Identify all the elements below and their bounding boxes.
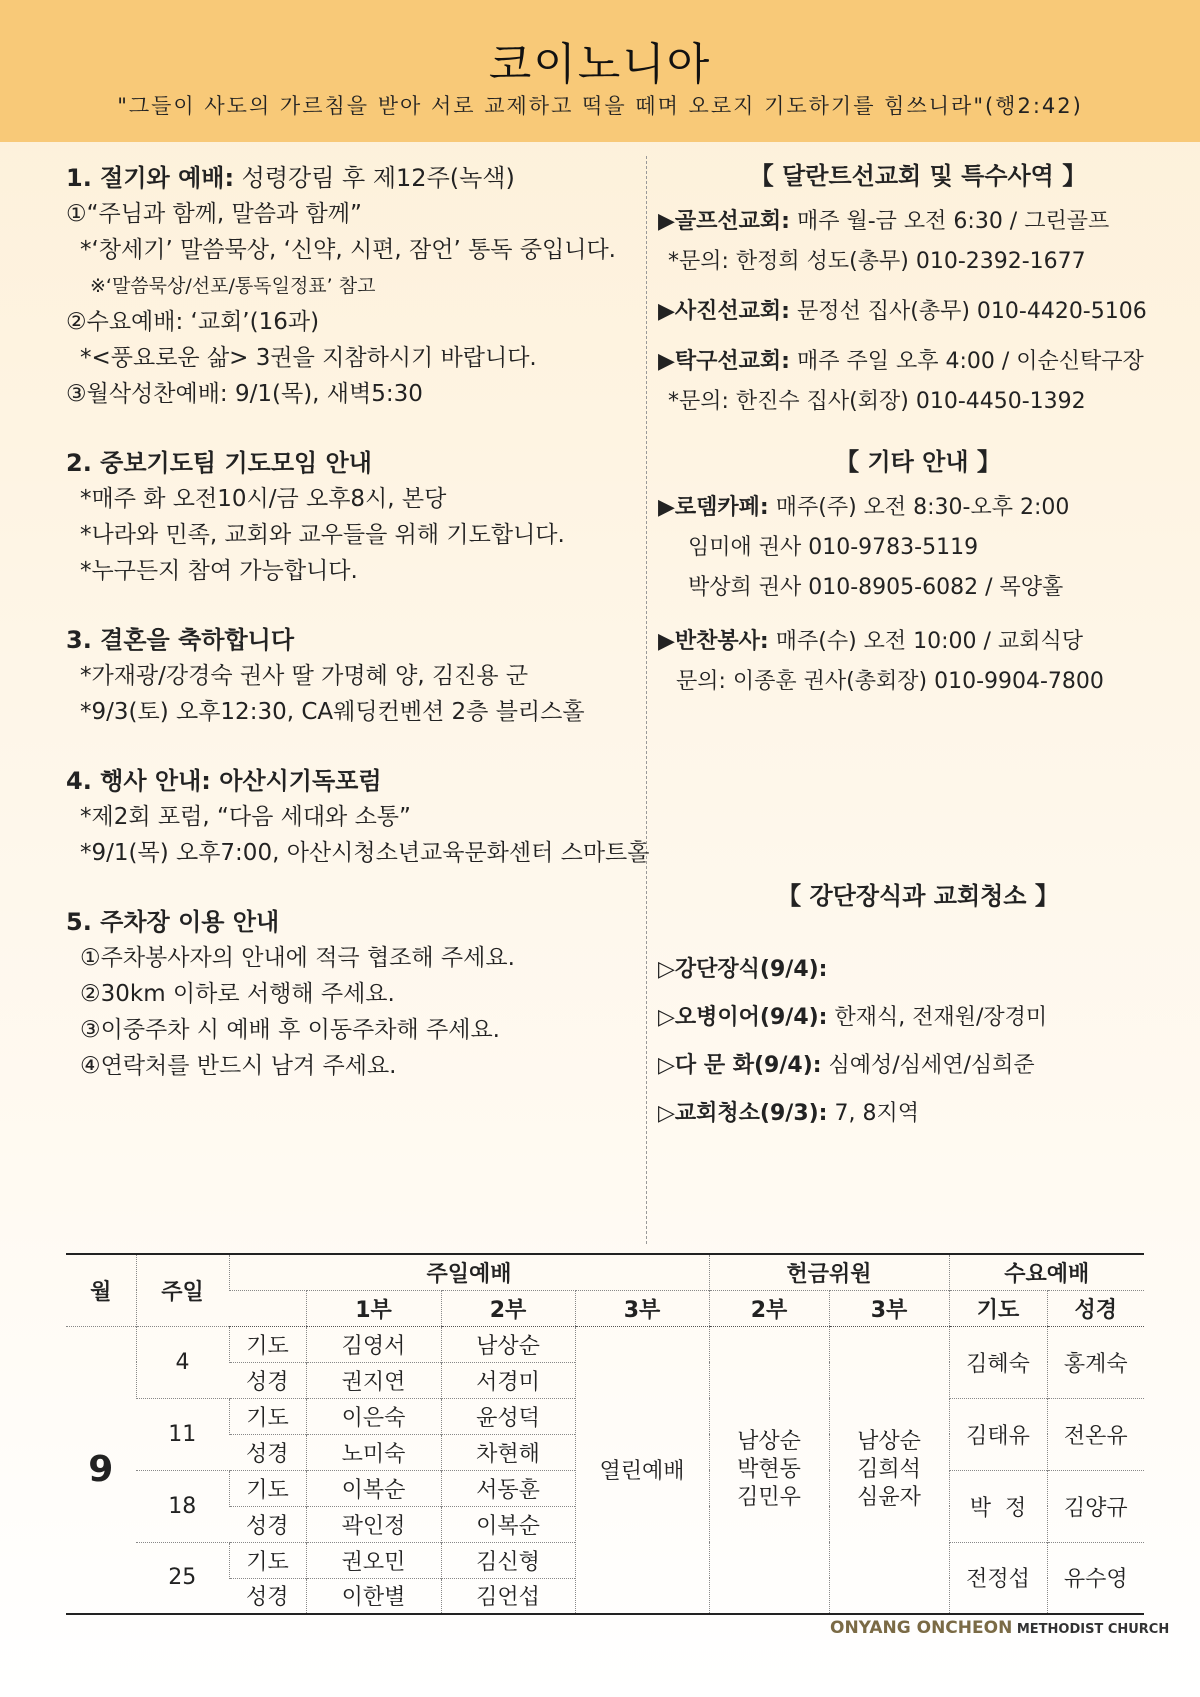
item-text: 7, 8지역 <box>827 1101 919 1126</box>
item-label: ▷다 문 화(9/4): <box>658 1053 822 1078</box>
name-cell: 전정섭 <box>949 1542 1047 1614</box>
name-cell: 남상순 <box>737 1428 801 1454</box>
header-cell: 2부 <box>709 1290 829 1326</box>
header-cell: 수요예배 <box>949 1254 1144 1290</box>
schedule-table <box>66 1253 1144 1615</box>
item-label: ▶사진선교회: <box>658 299 790 324</box>
item-label: ▶반찬봉사: <box>658 629 769 654</box>
item-label: ▷강단장식(9/4): <box>658 957 828 982</box>
name-cell: 김혜숙 <box>949 1326 1047 1398</box>
name-cell: 곽인정 <box>306 1506 441 1542</box>
name-cell: 이복순 <box>441 1506 575 1542</box>
section-heading: 【 기타 안내 】 <box>835 448 1001 476</box>
name-cell: 박현동 <box>737 1456 801 1482</box>
role-cell: 성경 <box>229 1434 306 1470</box>
text-line: ※‘말씀묵상/선포/통독일정표’ 참고 <box>90 275 376 297</box>
name-cell: 권오민 <box>306 1542 441 1578</box>
text-line: *<풍요로운 삶> 3권을 지참하시기 바랍니다. <box>80 345 537 371</box>
item-contact: *문의: 한진수 집사(회장) 010-4450-1392 <box>668 389 1086 414</box>
name-cell: 이은숙 <box>306 1398 441 1434</box>
month-cell: 9 <box>66 1326 136 1614</box>
section-heading: 【 달란트선교회 및 특수사역 】 <box>749 162 1087 190</box>
section-heading: 【 강단장식과 교회청소 】 <box>777 882 1059 910</box>
item-contact: 문의: 이종훈 권사(총회장) 010-9904-7800 <box>676 669 1104 694</box>
week-cell: 4 <box>136 1326 229 1398</box>
text-line: *매주 화 오전10시/금 오후8시, 본당 <box>80 486 447 512</box>
header-cell: 3부 <box>575 1290 709 1326</box>
item-label: ▶로뎀카페: <box>658 495 769 520</box>
text-line: ②30km 이하로 서행해 주세요. <box>80 981 395 1007</box>
name-cell: 유수영 <box>1047 1542 1144 1614</box>
name-cell: 이복순 <box>306 1470 441 1506</box>
name-cell: 김민우 <box>737 1484 801 1510</box>
section-heading: 3. 결혼을 축하합니다 <box>66 626 294 654</box>
name-cell: 남상순 <box>441 1326 575 1362</box>
item-contact: 임미애 권사 010-9783-5119 <box>688 535 979 560</box>
name-cell: 김영서 <box>306 1326 441 1362</box>
header-cell: 헌금위원 <box>709 1254 949 1290</box>
name-cell: 노미숙 <box>306 1434 441 1470</box>
week-cell: 18 <box>136 1470 229 1542</box>
header-cell: 주일예배 <box>229 1254 709 1290</box>
name-cell: 윤성덕 <box>441 1398 575 1434</box>
footer-sub: METHODIST CHURCH <box>1012 1622 1170 1637</box>
section-heading: 1. 절기와 예배: <box>66 164 235 192</box>
section-wedding <box>66 622 636 730</box>
role-cell: 기도 <box>229 1326 306 1362</box>
item-text: 한재식, 전재원/장경미 <box>827 1005 1048 1030</box>
column-divider <box>646 156 647 1244</box>
role-cell: 기도 <box>229 1542 306 1578</box>
text-line: ②수요예배: ‘교회’(16과) <box>66 309 320 335</box>
name-cell: 홍계숙 <box>1047 1326 1144 1398</box>
name-cell: 전온유 <box>1047 1398 1144 1470</box>
section-heading: 5. 주차장 이용 안내 <box>66 908 280 936</box>
header-cell <box>229 1290 306 1326</box>
header-cell: 성경 <box>1047 1290 1144 1326</box>
name-cell: 차현해 <box>441 1434 575 1470</box>
text-line: ①주차봉사자의 안내에 적극 협조해 주세요. <box>80 945 515 971</box>
item-contact: *문의: 한정희 성도(총무) 010-2392-1677 <box>668 249 1086 274</box>
church-footer <box>830 1618 1170 1638</box>
open-service-cell: 열린예배 <box>575 1326 709 1614</box>
section-heading: 2. 중보기도팀 기도모임 안내 <box>66 449 372 477</box>
role-cell: 기도 <box>229 1470 306 1506</box>
section-worship <box>66 160 636 412</box>
text-line: *‘창세기’ 말씀묵상, ‘신약, 시편, 잠언’ 통독 중입니다. <box>80 237 616 263</box>
section-heading-rest: 성령강림 후 제12주(녹색) <box>234 164 515 192</box>
footer-main: ONYANG ONCHEON <box>830 1618 1013 1638</box>
name-cell: 서경미 <box>441 1362 575 1398</box>
item-text: 심예성/심세연/심희준 <box>821 1053 1035 1078</box>
right-column <box>658 156 1178 1138</box>
text-line: *누구든지 참여 가능합니다. <box>80 558 358 584</box>
page-title: 코이노니아 <box>488 39 712 90</box>
text-line: ③이중주차 시 예배 후 이동주차해 주세요. <box>80 1017 500 1043</box>
item-text: 매주(주) 오전 8:30-오후 2:00 <box>768 495 1070 520</box>
text-line: ①“주님과 함께, 말씀과 함께” <box>66 201 362 227</box>
text-line: *가재광/강경숙 권사 딸 가명혜 양, 김진용 군 <box>80 663 529 689</box>
section-parking <box>66 904 636 1084</box>
name-cell: 심윤자 <box>857 1484 921 1510</box>
item-label: ▶탁구선교회: <box>658 349 790 374</box>
item-text: 문정선 집사(총무) 010-4420-5106 <box>789 299 1147 324</box>
table-row <box>66 1326 1144 1362</box>
role-cell: 성경 <box>229 1506 306 1542</box>
role-cell: 성경 <box>229 1362 306 1398</box>
header-cell: 기도 <box>949 1290 1047 1326</box>
item-text: 매주(수) 오전 10:00 / 교회식당 <box>768 629 1083 654</box>
name-cell: 박 정 <box>949 1470 1047 1542</box>
table-header-row <box>66 1254 1144 1290</box>
header-cell: 월 <box>90 1279 112 1305</box>
name-cell: 김언섭 <box>441 1578 575 1614</box>
name-cell: 이한별 <box>306 1578 441 1614</box>
text-line: *나라와 민족, 교회와 교우들을 위해 기도합니다. <box>80 522 565 548</box>
header-verse: "그들이 사도의 가르침을 받아 서로 교제하고 떡을 떼며 오로지 기도하기를 힘쓰니라"(행2:42) <box>117 94 1083 118</box>
name-cell: 김희석 <box>857 1456 921 1482</box>
name-cell: 서동훈 <box>441 1470 575 1506</box>
header-cell: 2부 <box>441 1290 575 1326</box>
section-event <box>66 763 650 871</box>
role-cell: 기도 <box>229 1398 306 1434</box>
name-cell: 권지연 <box>306 1362 441 1398</box>
text-line: *9/3(토) 오후12:30, CA웨딩컨벤션 2층 블리스홀 <box>80 699 585 725</box>
section-prayer <box>66 445 636 589</box>
offering-3bu-cell <box>829 1326 949 1614</box>
week-cell: 11 <box>136 1398 229 1470</box>
item-contact: 박상희 권사 010-8905-6082 / 목양홀 <box>688 575 1064 600</box>
name-cell: 김양규 <box>1047 1470 1144 1542</box>
section-heading: 4. 행사 안내: 아산시기독포럼 <box>66 767 382 795</box>
text-line: *9/1(목) 오후7:00, 아산시청소년교육문화센터 스마트홀 <box>80 840 650 866</box>
text-line: ③월삭성찬예배: 9/1(목), 새벽5:30 <box>66 381 423 407</box>
item-label: ▷오병이어(9/4): <box>658 1005 828 1030</box>
left-column <box>66 160 650 1117</box>
text-line: *제2회 포럼, “다음 세대와 소통” <box>80 804 411 830</box>
name-cell: 김태유 <box>949 1398 1047 1470</box>
name-cell: 남상순 <box>857 1428 921 1454</box>
header-cell: 주일 <box>136 1254 229 1326</box>
item-label: ▷교회청소(9/3): <box>658 1101 828 1126</box>
header-cell: 1부 <box>306 1290 441 1326</box>
name-cell: 김신형 <box>441 1542 575 1578</box>
role-cell: 성경 <box>229 1578 306 1614</box>
item-label: ▶골프선교회: <box>658 209 790 234</box>
item-text: 매주 주일 오후 4:00 / 이순신탁구장 <box>789 349 1144 374</box>
item-text: 매주 월-금 오전 6:30 / 그린골프 <box>789 209 1110 234</box>
text-line: ④연락처를 반드시 남겨 주세요. <box>80 1053 397 1079</box>
offering-2bu-cell <box>709 1326 829 1614</box>
header-banner <box>0 0 1200 142</box>
header-cell: 3부 <box>829 1290 949 1326</box>
week-cell: 25 <box>136 1542 229 1614</box>
